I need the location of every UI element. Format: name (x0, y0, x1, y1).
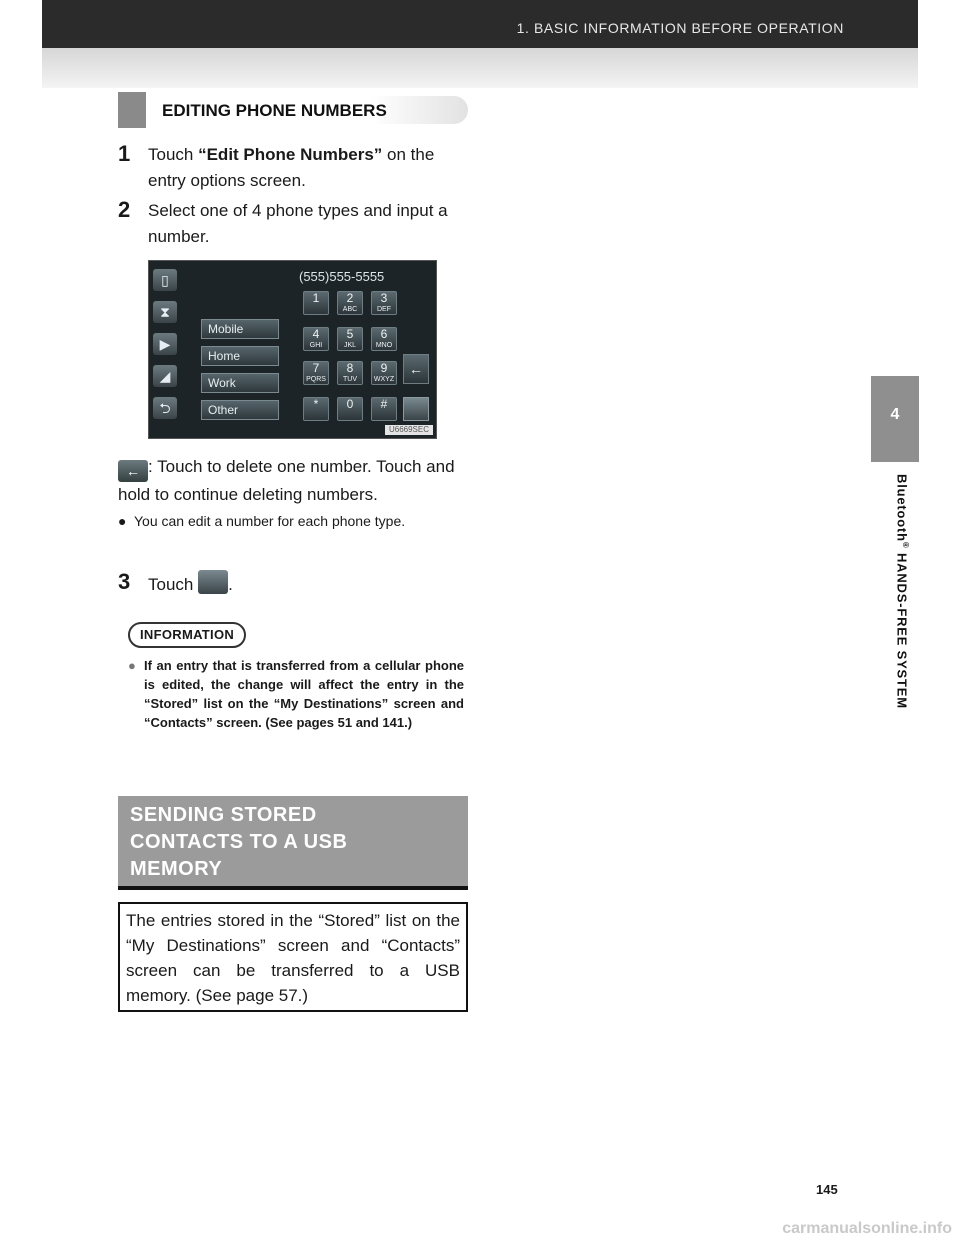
key-digit: 6 (380, 327, 388, 341)
key-digit: 1 (312, 291, 320, 305)
key-digit: * (313, 397, 319, 411)
key-1[interactable] (303, 291, 329, 315)
type-button-other[interactable]: Other (201, 400, 279, 420)
key-digit: 2 (346, 291, 354, 305)
delete-note-text: : Touch to delete one number. Touch and hold to continue deleting numbers. (118, 457, 455, 504)
step-text-post: on the entry options screen. (148, 145, 435, 190)
backspace-icon: ← (118, 460, 148, 482)
step-text-pre: Touch (148, 145, 199, 164)
key-6[interactable] (371, 327, 397, 351)
phone-icon: ▯ (161, 272, 169, 288)
number-display: (555)555-5555 (299, 269, 385, 284)
info-bullet-dot: ● (128, 658, 136, 673)
screen-back-button[interactable] (153, 397, 177, 419)
signal-icon: ◢ (159, 368, 171, 384)
screen-side-button-list[interactable] (153, 301, 177, 323)
return-icon: ⮌ (159, 400, 171, 416)
step-number: 1 (118, 141, 131, 166)
key-digit: 4 (312, 327, 320, 341)
type-button-home[interactable]: Home (201, 346, 279, 366)
step-number: 3 (118, 569, 131, 594)
step-text-bold: “Edit Phone Numbers” (198, 145, 383, 164)
step-text (148, 570, 474, 598)
key-digit: 7 (312, 361, 320, 375)
key-letters: PQRS (306, 376, 326, 383)
chapter-title: 1. BASIC INFORMATION BEFORE OPERATION (516, 20, 844, 36)
information-label: INFORMATION (128, 622, 246, 648)
key-digit: 9 (380, 361, 388, 375)
key-letters: ABC (342, 306, 358, 313)
delete-note (118, 454, 474, 508)
step-suffix: . (228, 575, 233, 594)
key-5[interactable] (337, 327, 363, 351)
key-letters: JKL (343, 342, 357, 349)
step-text: Select one of 4 phone types and input a number. (148, 201, 448, 246)
header-shadow (42, 48, 918, 88)
key-letters: DEF (377, 306, 391, 313)
type-button-work[interactable]: Work (201, 373, 279, 393)
watermark: carmanualsonline.info (782, 1220, 952, 1237)
boxed-description: The entries stored in the “Stored” list on the “My Destinations” screen and “Contacts” screen can be transferred to a USB memory. (See page 57.) (118, 902, 468, 1012)
screen-side-button-transfer[interactable] (153, 333, 177, 355)
section-heading (118, 92, 468, 128)
step-3 (118, 570, 474, 598)
key-digit: 0 (346, 397, 354, 411)
key-star[interactable] (303, 397, 329, 421)
side-title-sup: ® (901, 541, 910, 549)
information-note (128, 656, 464, 732)
type-button-mobile[interactable]: Mobile (201, 319, 279, 339)
chapter-tab (871, 376, 919, 462)
key-7[interactable] (303, 361, 329, 385)
section-banner (118, 796, 468, 890)
key-letters: WXYZ (373, 376, 395, 383)
screen-side-button-signal[interactable] (153, 365, 177, 387)
key-letters: MNO (375, 342, 393, 349)
banner-line: CONTACTS TO A USB (130, 831, 348, 853)
banner-line: SENDING STORED (130, 804, 317, 826)
key-digit: # (380, 397, 388, 411)
chapter-side-title (890, 474, 910, 774)
information-text: If an entry that is transferred from a cellular phone is edited, the change will affect the entry in the “Stored” list on the “My Destinations” screen and “Contacts” screen. (See pages 51 and 141.) (144, 658, 464, 730)
step-text (148, 142, 474, 194)
key-9[interactable] (371, 361, 397, 385)
key-3[interactable] (371, 291, 397, 315)
key-hash[interactable] (371, 397, 397, 421)
transfer-icon: ▶ (159, 336, 171, 352)
key-2[interactable] (337, 291, 363, 315)
step-text-main: Touch (148, 575, 194, 594)
figure-code: U6669SEC (385, 425, 433, 435)
key-4[interactable] (303, 327, 329, 351)
heading-marker (118, 92, 146, 128)
step-number: 2 (118, 197, 131, 222)
note-bullet (118, 512, 468, 530)
step-2 (118, 198, 474, 250)
phone-edit-screen (148, 260, 437, 439)
backspace-key[interactable]: ← (403, 354, 429, 384)
bullet-text: You can edit a number for each phone type. (134, 513, 406, 529)
key-8[interactable] (337, 361, 363, 385)
hourglass-icon: ⧗ (160, 304, 170, 320)
ok-button-icon (198, 570, 228, 594)
key-digit: 8 (346, 361, 354, 375)
key-0[interactable] (337, 397, 363, 421)
key-digit: 5 (346, 327, 354, 341)
ok-key[interactable] (403, 397, 429, 421)
side-title-post: HANDS-FREE SYSTEM (894, 548, 910, 709)
bullet-dot: ● (118, 513, 127, 529)
key-letters: GHI (309, 342, 323, 349)
key-digit: 3 (380, 291, 388, 305)
side-title-pre: Bluetooth (894, 474, 910, 542)
chapter-number: 4 (890, 406, 900, 423)
section-title: EDITING PHONE NUMBERS (162, 101, 387, 120)
banner-line: MEMORY (130, 858, 223, 880)
page-number: 145 (816, 1182, 838, 1197)
header-bar (42, 0, 918, 48)
key-letters: TUV (343, 376, 357, 383)
step-1 (118, 142, 474, 194)
screen-side-button-phone[interactable] (153, 269, 177, 291)
